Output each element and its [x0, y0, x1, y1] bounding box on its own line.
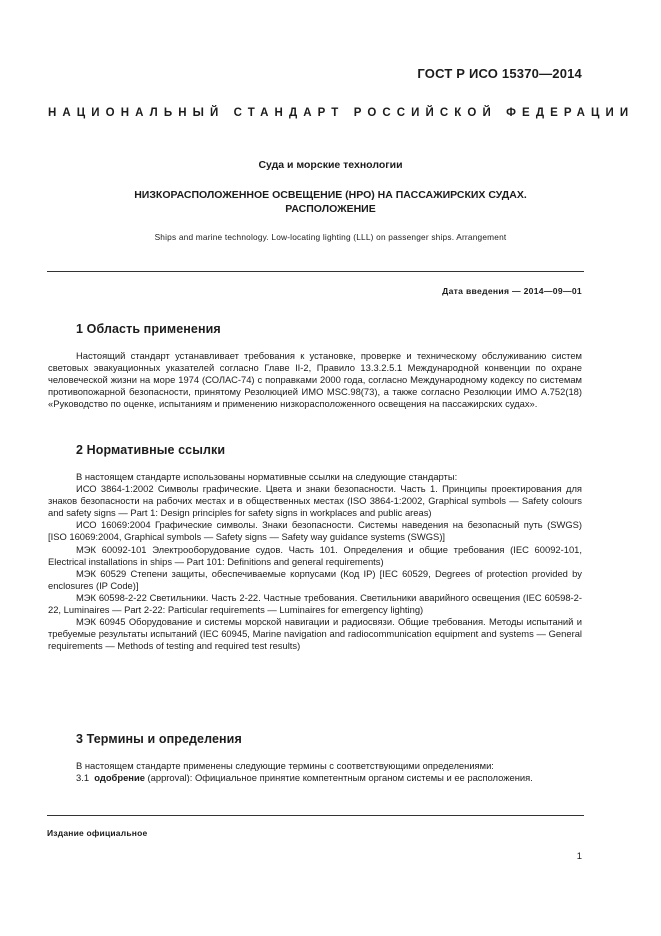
footer-divider — [47, 815, 584, 816]
term-definition: (approval): Официальное принятие компетентным органом системы и ее расположения. — [144, 772, 533, 784]
section-heading-2: 2 Нормативные ссылки — [76, 443, 226, 457]
intro-date: Дата введения — 2014—09—01 — [442, 286, 582, 296]
reference-item: ИСО 3864-1:2002 Символы графические. Цвета и знаки безопасности. Часть 1. Принципы проектирования для знаков безопасности на рабочих местах и в общественных местах (ISO 3864-1:2002, Graphical symbols — Safety colours and safety signs — Part 1: Design principles for safety signs in workplaces and public areas) — [48, 483, 582, 519]
page-number: 1 — [576, 851, 582, 862]
section-heading-1: 1 Область применения — [76, 322, 221, 336]
reference-item: МЭК 60529 Степени защиты, обеспечиваемые корпусами (Код IP) [IEC 60529, Degrees of protection provided by enclosures (IP Code)] — [48, 567, 582, 591]
subject-line: Суда и морские технологии — [258, 159, 403, 171]
edition-label: Издание официальное — [47, 828, 148, 838]
paragraph: Настоящий стандарт устанавливает требования к установке, проверке и техническому обслуживанию систем световых эвакуационных указателей согласно Главе II-2, Правило 13.3.2.5.1 Международной конвенции по охране человеческой жизни на море 1974 (СОЛАС-74) с поправками 2000 года, согласно Международному кодексу по системам противопожарной безопасности, принятому Резолюцией ИМО MSC.98(73), а также согласно Резолюции ИМО А.752(18) «Руководство по оценке, испытаниям и применению низкорасположенного освещения на пассажирских судах». — [48, 350, 582, 410]
term-name: одобрение — [94, 772, 145, 784]
term-number: 3.1 — [76, 772, 90, 784]
reference-item: МЭК 60945 Оборудование и системы морской навигации и радиосвязи. Общие требования. Методы испытаний и требуемые результаты испытаний (IEC 60945, Marine navigation and radiocommunication equipment and systems — General requirements — Methods of testing and required test results) — [48, 616, 582, 652]
section-1-body — [48, 350, 582, 410]
term-entry — [48, 772, 582, 784]
reference-item: МЭК 60092-101 Электрооборудование судов. Часть 101. Определения и общие требования (IEC 60092-101, Electrical installations in ships — Part 101: Definitions and general requirements) — [48, 543, 582, 567]
paragraph: В настоящем стандарте использованы нормативные ссылки на следующие стандарты: — [76, 471, 458, 482]
national-standard-heading: НАЦИОНАЛЬНЫЙ СТАНДАРТ РОССИЙСКОЙ ФЕДЕРАЦИИ — [48, 107, 635, 119]
document-code: ГОСТ Р ИСО 15370—2014 — [417, 66, 582, 81]
english-title: Ships and marine technology. Low-locating lighting (LLL) on passenger ships. Arrangement — [154, 232, 507, 242]
title-line-1: НИЗКОРАСПОЛОЖЕННОЕ ОСВЕЩЕНИЕ (НРО) НА ПАССАЖИРСКИХ СУДАХ. — [134, 189, 527, 201]
paragraph: В настоящем стандарте применены следующие термины с соответствующими определениями: — [76, 760, 494, 771]
section-3-body — [48, 760, 582, 784]
document-title — [0, 188, 661, 216]
section-2-body — [48, 471, 582, 652]
reference-item: МЭК 60598-2-22 Светильники. Часть 2-22. Частные требования. Светильники аварийного освещения (IEC 60598-2-22, Luminaires — Part 2-22: Particular requirements — Luminaires for emergency lighting) — [48, 591, 582, 616]
title-divider — [47, 271, 584, 272]
section-heading-3: 3 Термины и определения — [76, 732, 242, 746]
title-line-2: РАСПОЛОЖЕНИЕ — [285, 203, 376, 215]
reference-item: ИСО 16069:2004 Графические символы. Знаки безопасности. Системы наведения на безопасный путь (SWGS) [ISO 16069:2004, Graphical symbols — Safety signs — Safety way guidance systems (SWGS)] — [48, 519, 582, 543]
